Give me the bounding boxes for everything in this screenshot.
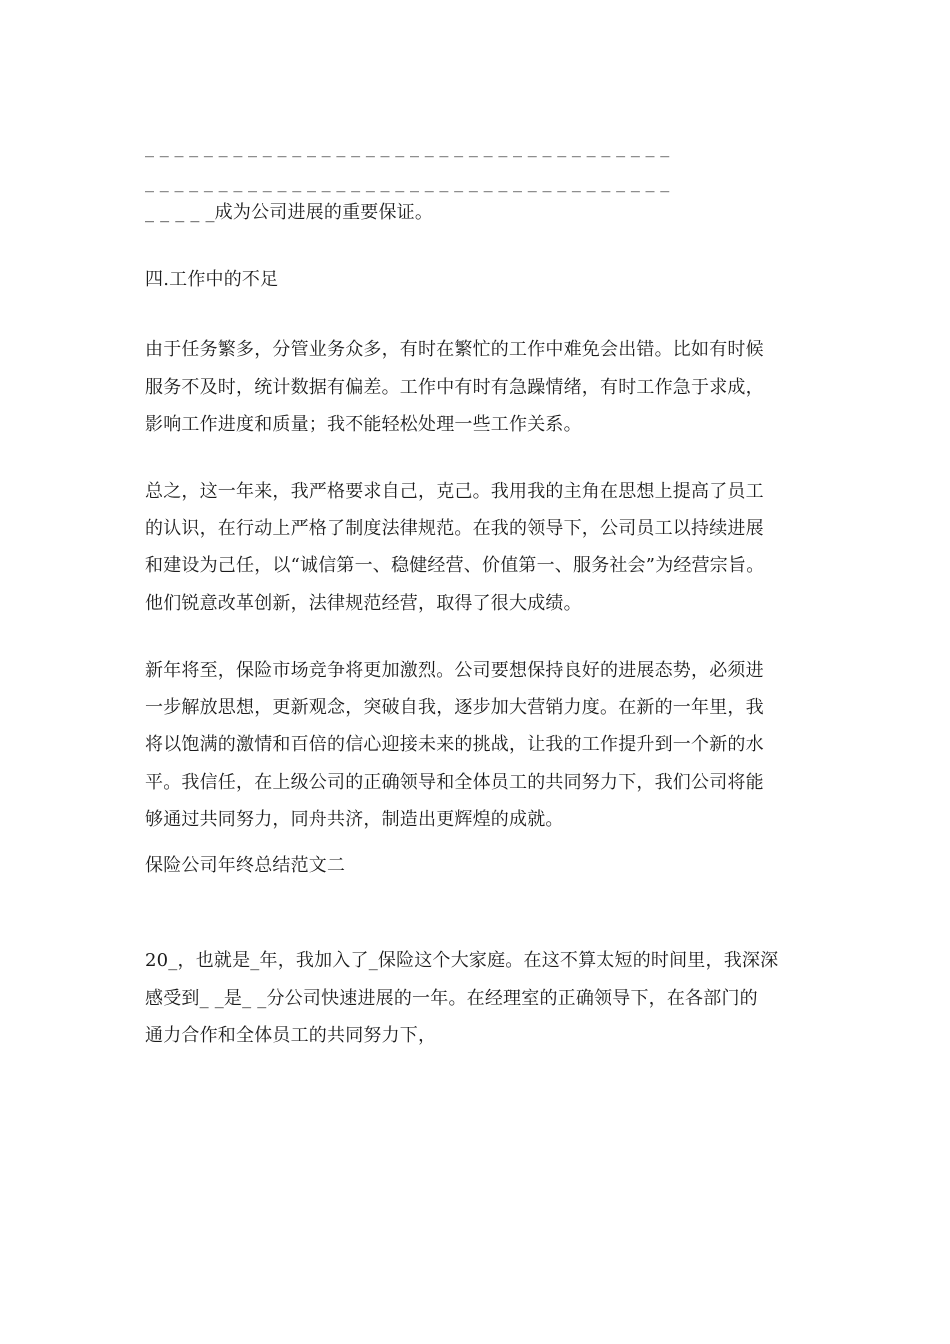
- section-heading: 四.工作中的不足: [145, 269, 279, 290]
- dash-line-3: _ _ _ _ _成为公司进展的重要保证。: [145, 202, 434, 223]
- paragraph-line: 通力合作和全体员工的共同努力下，: [145, 1025, 437, 1046]
- dash-line-2: _ _ _ _ _ _ _ _ _ _ _ _ _ _ _ _ _ _ _ _ _ _ _ _ _ _ _ _ _ _ _ _ _ _ _ _: [145, 172, 670, 193]
- dash-line-1: _ _ _ _ _ _ _ _ _ _ _ _ _ _ _ _ _ _ _ _ _ _ _ _ _ _ _ _ _ _ _ _ _ _ _ _: [145, 137, 670, 158]
- paragraph-line: 将以饱满的激情和百倍的信心迎接未来的挑战，让我的工作提升到一个新的水: [145, 734, 764, 755]
- paragraph-line: 他们锐意改革创新，法律规范经营，取得了很大成绩。: [145, 593, 582, 614]
- paragraph-line: 感受到_ _是_ _分公司快速进展的一年。在经理室的正确领导下，在各部门的: [145, 988, 758, 1009]
- paragraph-line: 平。我信任，在上级公司的正确领导和全体员工的共同努力下，我们公司将能: [145, 772, 764, 793]
- paragraph-line: 总之，这一年来，我严格要求自己，克己。我用我的主角在思想上提高了员工: [145, 481, 764, 502]
- paragraph-line: 新年将至，保险市场竞争将更加激烈。公司要想保持良好的进展态势，必须进: [145, 660, 764, 681]
- document-subtitle: 保险公司年终总结范文二: [145, 855, 346, 876]
- paragraph-line: 一步解放思想，更新观念，突破自我，逐步加大营销力度。在新的一年里，我: [145, 697, 764, 718]
- paragraph-line: 20_，也就是_年，我加入了_保险这个大家庭。在这不算太短的时间里，我深深: [145, 950, 779, 971]
- paragraph-line: 由于任务繁多，分管业务众多，有时在繁忙的工作中难免会出错。比如有时候: [145, 339, 764, 360]
- paragraph-line: 影响工作进度和质量；我不能轻松处理一些工作关系。: [145, 414, 582, 435]
- paragraph-line: 的认识，在行动上严格了制度法律规范。在我的领导下，公司员工以持续进展: [145, 518, 764, 539]
- paragraph-line: 和建设为己任，以“诚信第一、稳健经营、价值第一、服务社会”为经营宗旨。: [145, 555, 765, 576]
- paragraph-line: 够通过共同努力，同舟共济，制造出更辉煌的成就。: [145, 809, 564, 830]
- paragraph-line: 服务不及时，统计数据有偏差。工作中有时有急躁情绪，有时工作急于求成，: [145, 377, 764, 398]
